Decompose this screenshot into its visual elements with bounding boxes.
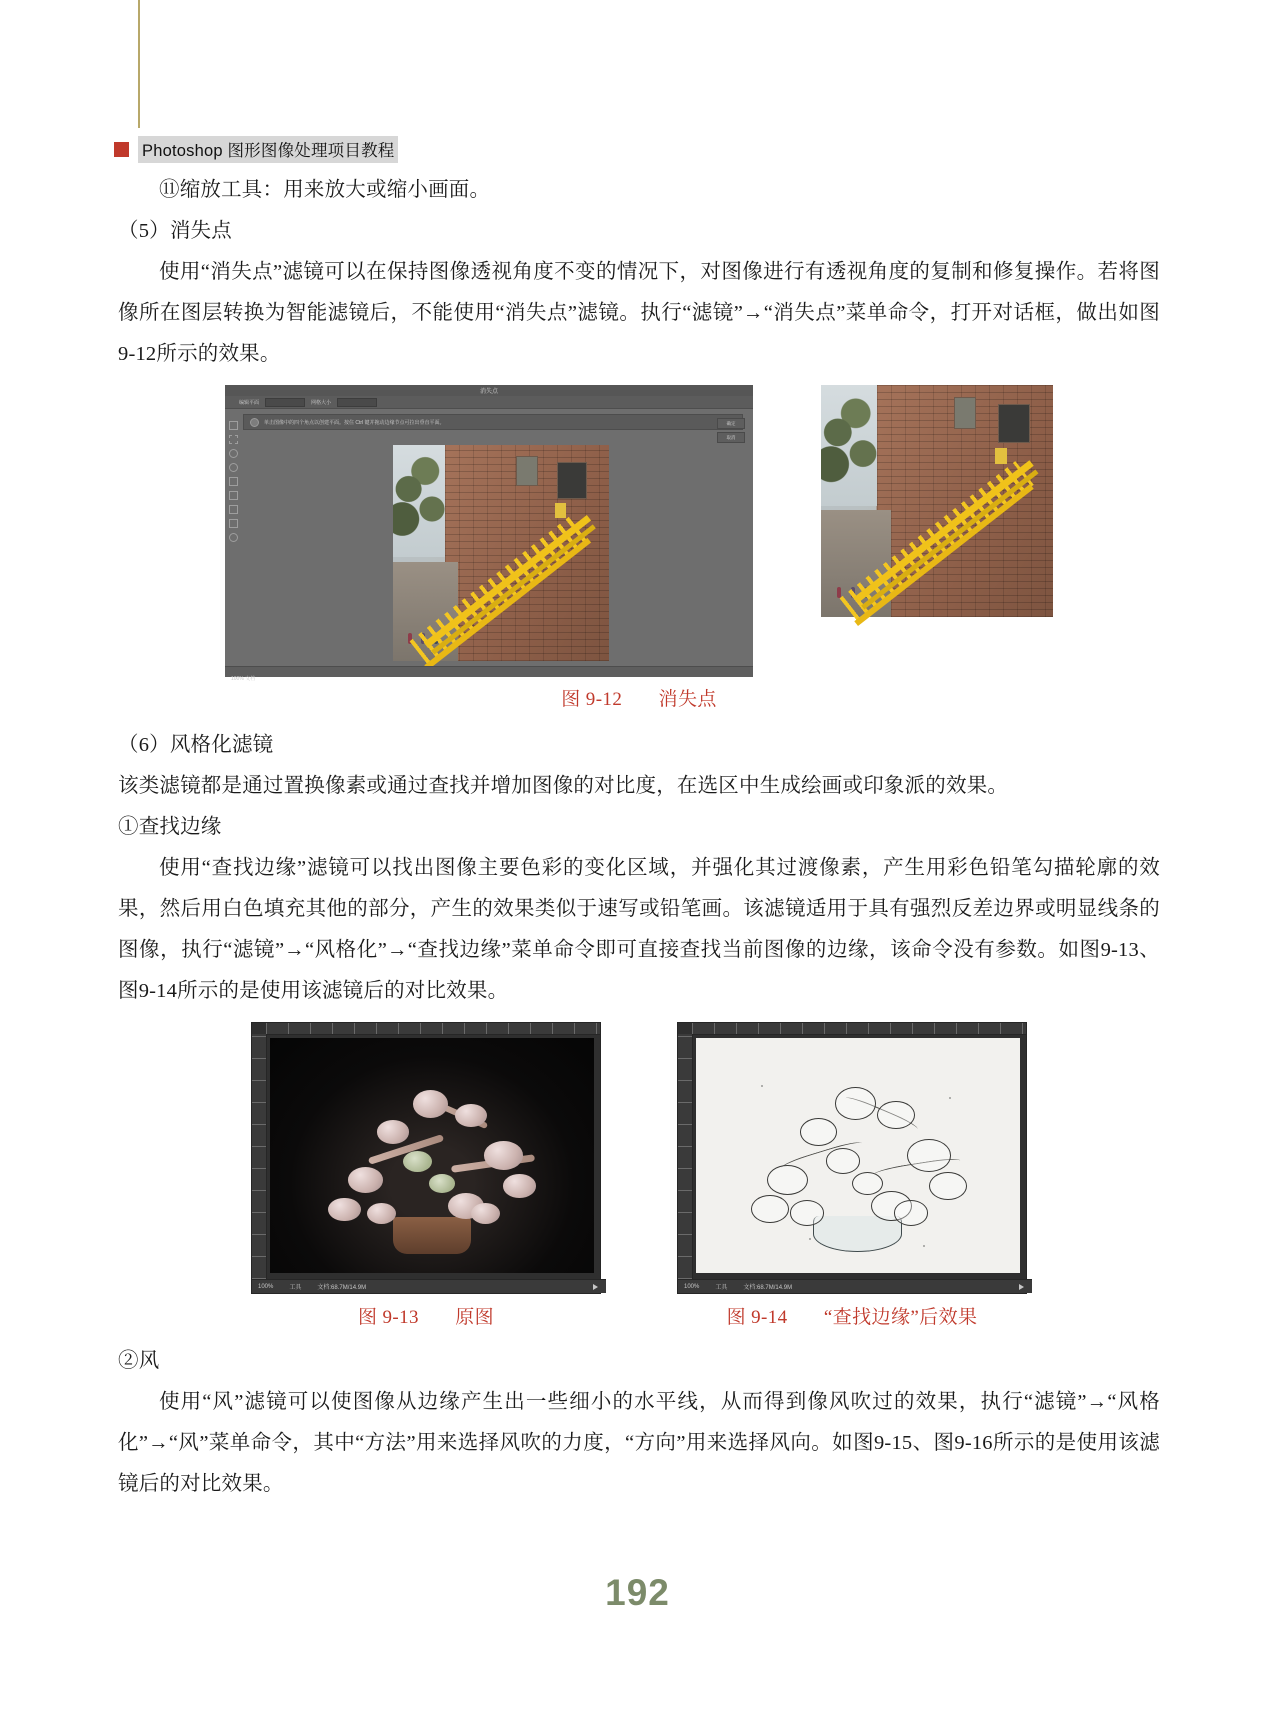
succulent-leaf-8 <box>367 1203 396 1224</box>
succulent-leaf-12 <box>471 1203 500 1224</box>
figure-9-14 <box>677 1022 1027 1329</box>
figure-9-13-label: 图 9-13 <box>357 1307 419 1328</box>
find-edges-result <box>696 1038 1020 1273</box>
status-bar-find-edges <box>678 1279 1032 1293</box>
option-field-2[interactable] <box>337 398 377 407</box>
cancel-button[interactable]: 取消 <box>717 432 745 443</box>
red-square-icon <box>114 142 129 157</box>
hand-tool-icon[interactable] <box>229 519 238 528</box>
stair-photo <box>393 445 609 661</box>
yellow-sign-2 <box>995 448 1007 464</box>
document-size-2: 文档:68.7M/14.9M <box>743 1285 793 1291</box>
edit-plane-tool-icon[interactable] <box>229 421 238 430</box>
figure-pair-9-13-9-14 <box>118 1022 1160 1329</box>
running-title: Photoshop 图形图像处理项目教程 <box>138 136 398 163</box>
paragraph-stylize-filters: 该类滤镜都是通过置换像素或通过查找并增加图像的对比度，在选区中生成绘画或印象派的效果。 <box>118 775 1009 797</box>
document-size: 文档:68.7M/14.9M <box>317 1285 367 1291</box>
photoshop-window-original <box>251 1022 601 1294</box>
window-region-3 <box>998 404 1030 443</box>
paragraph-wind: 使用“风”滤镜可以使图像从边缘产生出一些细小的水平线，从而得到像风吹过的效果，执行“滤镜”→“风格化”→“风”菜单命令，其中“方法”用来选择风吹的力度，“方向”用来选择风向。如图9-15、图9-16所示的是使用该滤镜后的对比效果。 <box>118 1391 1160 1495</box>
ok-button[interactable]: 确定 <box>717 418 745 429</box>
heading-wind: ②风 <box>118 1350 160 1372</box>
info-icon <box>250 418 259 427</box>
document-canvas-original[interactable] <box>270 1038 594 1273</box>
window-region-2 <box>516 456 537 486</box>
leaf-outline-12 <box>894 1200 928 1226</box>
running-head <box>114 136 398 163</box>
figure-9-12-row <box>118 385 1160 682</box>
flower-pot <box>393 1217 471 1255</box>
status-bar-original <box>252 1279 606 1293</box>
page-number: 192 <box>605 1572 670 1613</box>
figure-9-14-label: 图 9-14 <box>726 1307 788 1328</box>
noise-speck-2 <box>949 1097 951 1099</box>
paragraph-find-edges: 使用“查找边缘”滤镜可以找出图像主要色彩的变化区域，并强化其过渡像素，产生用彩色铅笔勾描轮廓的效果，然后用白色填充其他的部分，产生的效果类似于速写或铅笔画。该滤镜适用于具有强烈反差边界或明显线条的图像，执行“滤镜”→“风格化”→“查找边缘”菜单命令即可直接查找当前图像的边缘，该命令没有参数。如图9-13、图9-14所示的是使用该滤镜后的对比效果。 <box>118 857 1160 1002</box>
leaf-outline-11 <box>852 1172 883 1195</box>
paragraph-vanishing-point: 使用“消失点”滤镜可以在保持图像透视角度不变的情况下，对图像进行有透视角度的复制和修复操作。若将图像所在图层转换为智能滤镜后，不能使用“消失点”滤镜。执行“滤镜”→“消失点”菜单命令，打开对话框，做出如图9-12所示的效果。 <box>118 261 1160 365</box>
eyedropper-tool-icon[interactable] <box>229 491 238 500</box>
noise-speck-4 <box>923 1245 925 1247</box>
expand-arrow-icon-2[interactable] <box>1019 1284 1024 1290</box>
yellow-sign <box>555 503 566 518</box>
window-titlebar <box>225 385 753 396</box>
window-region-1 <box>557 462 587 499</box>
brush-tool-icon[interactable] <box>229 463 238 472</box>
dialog-buttons <box>717 418 745 443</box>
measure-tool-icon[interactable] <box>229 505 238 514</box>
expand-arrow-icon[interactable] <box>593 1284 598 1290</box>
ruler-top <box>266 1023 600 1035</box>
status-bar <box>225 666 753 682</box>
figure-9-12-title: 消失点 <box>658 689 717 710</box>
options-bar <box>225 396 753 409</box>
ruler-left <box>252 1034 267 1279</box>
heading-vanishing-point: （5）消失点 <box>118 220 232 242</box>
succulent-leaf-11 <box>429 1174 455 1193</box>
succulent-leaf-1 <box>348 1167 384 1193</box>
leaf-outline-1 <box>767 1165 808 1195</box>
leaf-outline-8 <box>790 1200 824 1226</box>
zoom-tool-icon[interactable] <box>229 533 238 542</box>
photoshop-vanishing-point-window <box>225 385 753 682</box>
toolbar <box>228 417 239 542</box>
ruler-top-2 <box>692 1023 1026 1035</box>
notice-text: 单击图像中的四个角点以创建平面。按住 Ctrl 键并拖动边缘节点可拉出垂直平面。 <box>264 419 445 426</box>
status-text: 100% 文档 <box>231 676 256 682</box>
leaf-outline-5 <box>907 1139 951 1172</box>
figure-9-13 <box>251 1022 601 1329</box>
succulent-leaf-5 <box>484 1141 523 1169</box>
document-canvas-find-edges[interactable] <box>696 1038 1020 1273</box>
tool-label: 工具 <box>289 1285 302 1291</box>
figure-9-12-label: 图 9-12 <box>561 689 623 710</box>
leaf-outline-6 <box>929 1172 967 1200</box>
page-body <box>118 170 1160 1505</box>
marquee-tool-icon[interactable] <box>229 435 238 444</box>
window-region-4 <box>954 397 977 429</box>
option-label-edit-plane: 编辑平面 <box>239 399 260 406</box>
noise-speck-3 <box>809 1238 811 1240</box>
figure-9-12 <box>118 385 1160 711</box>
option-field-1[interactable] <box>265 398 305 407</box>
zoom-level-2: 100% <box>684 1283 700 1290</box>
decorative-left-rule <box>138 0 140 128</box>
flower-pot-outline <box>813 1216 902 1252</box>
ruler-left-2 <box>678 1034 693 1279</box>
paragraph-zoom-tool: ⑪缩放工具：用来放大或缩小画面。 <box>159 179 491 201</box>
photoshop-window-find-edges <box>677 1022 1027 1294</box>
leaf-outline-3 <box>835 1087 876 1120</box>
option-label-grid-size: 网格大小 <box>311 399 332 406</box>
zoom-level: 100% <box>258 1283 274 1290</box>
figure-9-12-caption <box>118 684 1160 711</box>
succulent-leaf-10 <box>403 1151 432 1172</box>
tree-region <box>393 449 445 548</box>
figure-9-14-caption <box>677 1302 1027 1329</box>
noise-speck-1 <box>761 1085 763 1087</box>
succulent-photo <box>270 1038 594 1273</box>
stair-photo-2 <box>821 385 1053 617</box>
heading-find-edges: ①查找边缘 <box>118 816 222 838</box>
figure-9-13-caption <box>251 1302 601 1329</box>
stair-photo-result <box>821 385 1053 617</box>
leaf-outline-7 <box>751 1195 789 1223</box>
figure-9-13-title: 原图 <box>455 1307 495 1328</box>
stamp-tool-icon[interactable] <box>229 449 238 458</box>
leaf-outline-2 <box>800 1118 838 1146</box>
heading-stylize-filters: （6）风格化滤镜 <box>118 734 274 756</box>
succulent-leaf-2 <box>377 1120 409 1144</box>
tree-region-2 <box>821 390 877 497</box>
notice-bar <box>243 414 743 430</box>
succulent-leaf-6 <box>503 1174 535 1198</box>
transform-tool-icon[interactable] <box>229 477 238 486</box>
tool-label-2: 工具 <box>715 1285 728 1291</box>
succulent-leaf-3 <box>413 1090 449 1118</box>
canvas-preview[interactable] <box>393 445 609 661</box>
leaf-outline-10 <box>826 1148 860 1174</box>
succulent-leaf-7 <box>328 1198 360 1222</box>
figure-9-14-title: “查找边缘”后效果 <box>823 1307 978 1328</box>
window-title: 消失点 <box>479 389 499 395</box>
